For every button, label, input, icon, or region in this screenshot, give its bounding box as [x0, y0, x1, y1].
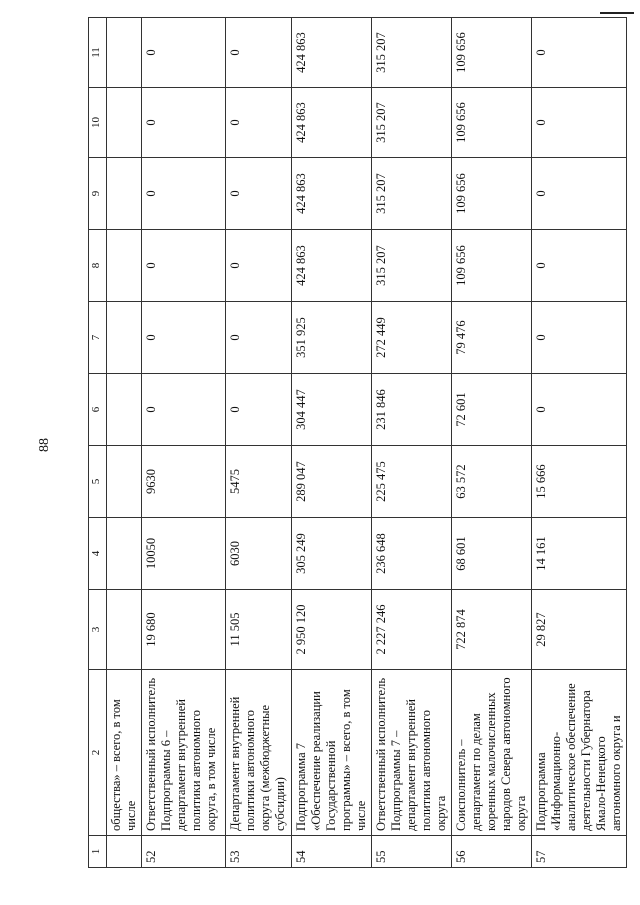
value-cell: 5475: [226, 446, 292, 518]
budget-table: [88, 17, 627, 868]
row-number-cell: [107, 836, 142, 868]
row-name-cell: Соисполнитель – департамент по делам коренных малочисленных народов Севера автономного округа: [452, 670, 532, 836]
header-cell: 4: [89, 518, 107, 590]
value-cell: 236 648: [372, 518, 452, 590]
scan-edge-mark: [600, 12, 634, 14]
value-cell: [107, 158, 142, 230]
value-cell: 0: [226, 374, 292, 446]
value-cell: 109 656: [452, 230, 532, 302]
value-cell: 315 207: [372, 230, 452, 302]
value-cell: [107, 302, 142, 374]
table-row: [292, 18, 372, 868]
row-name-cell: Департамент внутренней политики автономного округа (межбюджетные субсидии): [226, 670, 292, 836]
value-cell: 0: [226, 230, 292, 302]
value-cell: 2 950 120: [292, 590, 372, 670]
value-cell: 351 925: [292, 302, 372, 374]
header-cell: 11: [89, 18, 107, 88]
value-cell: 0: [142, 18, 226, 88]
value-cell: 0: [226, 18, 292, 88]
table-row: [142, 18, 226, 868]
value-cell: 0: [532, 374, 627, 446]
rotated-table-container: [88, 18, 623, 868]
value-cell: [107, 590, 142, 670]
value-cell: 10050: [142, 518, 226, 590]
value-cell: [107, 18, 142, 88]
value-cell: 272 449: [372, 302, 452, 374]
value-cell: 424 863: [292, 18, 372, 88]
value-cell: 722 874: [452, 590, 532, 670]
header-cell: 3: [89, 590, 107, 670]
page-number: 88: [37, 438, 52, 452]
value-cell: 0: [532, 158, 627, 230]
table-row: [226, 18, 292, 868]
value-cell: 0: [532, 18, 627, 88]
header-cell: 1: [89, 836, 107, 868]
value-cell: 0: [532, 302, 627, 374]
value-cell: 0: [532, 230, 627, 302]
row-number-cell: 52: [142, 836, 226, 868]
header-cell: 2: [89, 670, 107, 836]
value-cell: 109 656: [452, 158, 532, 230]
value-cell: [107, 230, 142, 302]
value-cell: 424 863: [292, 230, 372, 302]
header-cell: 8: [89, 230, 107, 302]
row-name-cell: Подпрограмма 7 «Обеспечение реализации Государственной программы» – всего, в том числе: [292, 670, 372, 836]
row-name-cell: Ответственный исполнитель Подпрограммы 7 – департамент внутренней политики автономного округа: [372, 670, 452, 836]
row-number-cell: 57: [532, 836, 627, 868]
row-name-cell: Ответственный исполнитель Подпрограммы 6 – департамент внутренней политики автономного округа, в том числе: [142, 670, 226, 836]
table-row: [532, 18, 627, 868]
header-cell: 10: [89, 88, 107, 158]
value-cell: 109 656: [452, 18, 532, 88]
value-cell: 0: [142, 230, 226, 302]
value-cell: 289 047: [292, 446, 372, 518]
value-cell: 0: [226, 88, 292, 158]
table-row: [372, 18, 452, 868]
header-cell: 6: [89, 374, 107, 446]
value-cell: [107, 374, 142, 446]
row-number-cell: 55: [372, 836, 452, 868]
continuation-row: [107, 18, 142, 868]
value-cell: 29 827: [532, 590, 627, 670]
value-cell: 15 666: [532, 446, 627, 518]
row-name-cell: Подпрограмма «Информационно-аналитическое обеспечение деятельности Губернатора Ямало-Ненецкого автономного округа и: [532, 670, 627, 836]
value-cell: 0: [226, 302, 292, 374]
value-cell: 0: [142, 88, 226, 158]
value-cell: 2 227 246: [372, 590, 452, 670]
value-cell: 0: [226, 158, 292, 230]
header-cell: 9: [89, 158, 107, 230]
value-cell: 11 505: [226, 590, 292, 670]
value-cell: [107, 446, 142, 518]
value-cell: 315 207: [372, 18, 452, 88]
header-cell: 7: [89, 302, 107, 374]
value-cell: 19 680: [142, 590, 226, 670]
row-number-cell: 53: [226, 836, 292, 868]
row-number-cell: 54: [292, 836, 372, 868]
value-cell: 63 572: [452, 446, 532, 518]
value-cell: 14 161: [532, 518, 627, 590]
continuation-text: общества» – всего, в том числе: [107, 670, 142, 836]
value-cell: 0: [532, 88, 627, 158]
value-cell: 68 601: [452, 518, 532, 590]
value-cell: [107, 518, 142, 590]
header-row: [89, 18, 107, 868]
value-cell: 315 207: [372, 88, 452, 158]
value-cell: 9630: [142, 446, 226, 518]
value-cell: 424 863: [292, 158, 372, 230]
value-cell: 424 863: [292, 88, 372, 158]
value-cell: 72 601: [452, 374, 532, 446]
row-number-cell: 56: [452, 836, 532, 868]
value-cell: 0: [142, 158, 226, 230]
header-cell: 5: [89, 446, 107, 518]
value-cell: 225 475: [372, 446, 452, 518]
value-cell: 304 447: [292, 374, 372, 446]
value-cell: 0: [142, 302, 226, 374]
value-cell: 231 846: [372, 374, 452, 446]
table-row: [452, 18, 532, 868]
value-cell: 109 656: [452, 88, 532, 158]
value-cell: 315 207: [372, 158, 452, 230]
value-cell: 305 249: [292, 518, 372, 590]
value-cell: [107, 88, 142, 158]
value-cell: 79 476: [452, 302, 532, 374]
value-cell: 6030: [226, 518, 292, 590]
value-cell: 0: [142, 374, 226, 446]
